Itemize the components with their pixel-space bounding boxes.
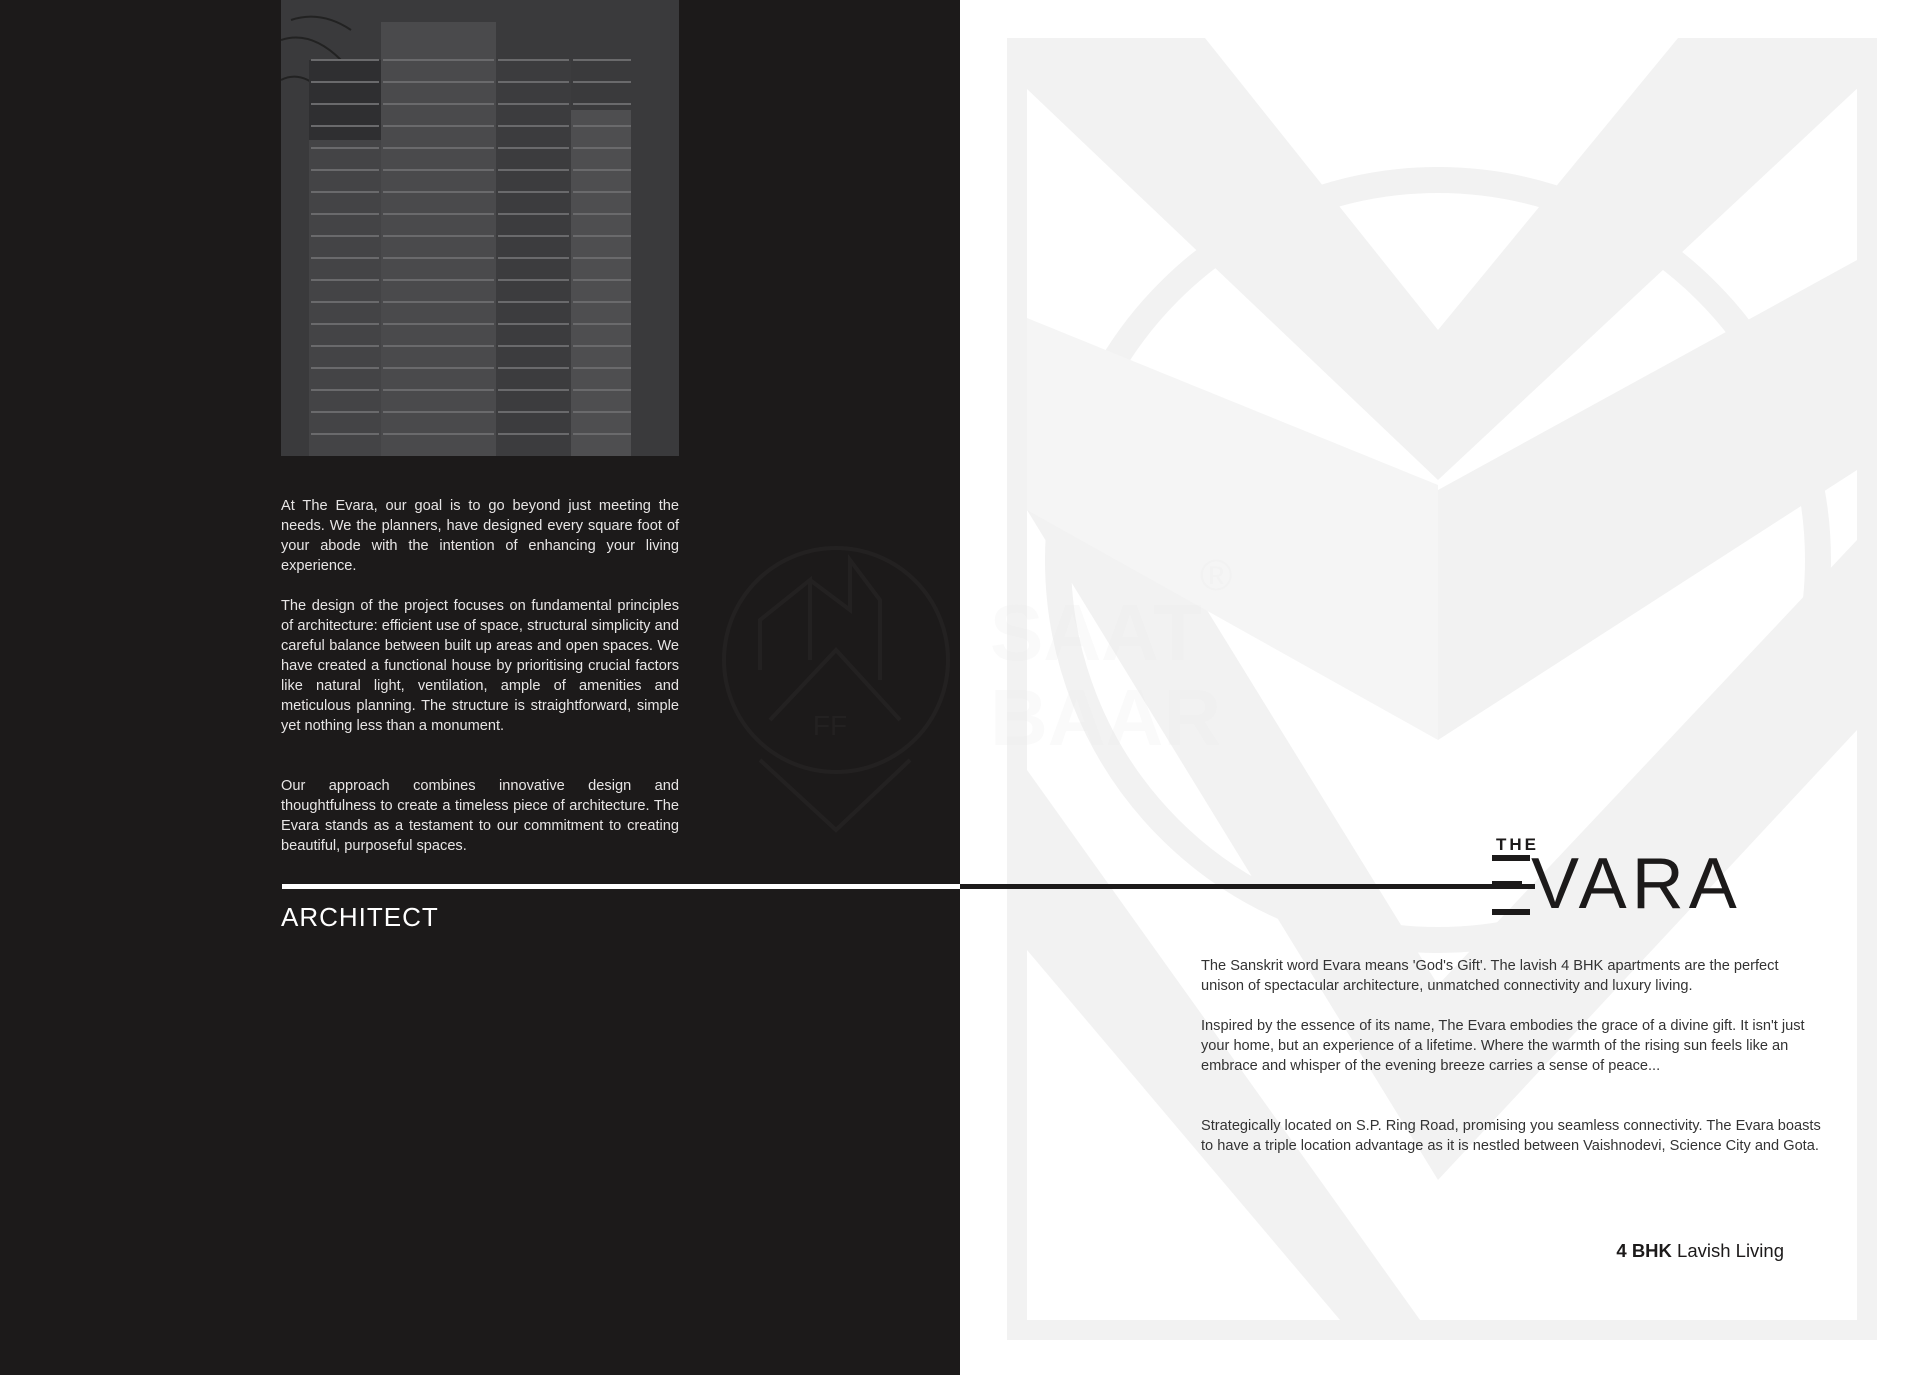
design-paragraph: The design of the project focuses on fundamental principles of architecture: efficient use of space, structural simplicity and careful balance between built up areas and open spaces. We have created a functional house by prioritising crucial factors like natural light, ventilation, ample of amenities and meticulous planning. The structure is straightforward, simple yet nothing less than a monument. (281, 598, 679, 734)
building-illustration (281, 0, 679, 456)
brand-name: VARA (1531, 844, 1742, 924)
approach-paragraph: Our approach combines innovative design and thoughtfulness to create a timeless piece of architecture. The Evara stands as a testament to our commitment to creating beautiful, purposeful spaces. (281, 778, 679, 854)
watermark-line1: SAAT (990, 588, 1202, 677)
tagline-bold: 4 BHK (1616, 1240, 1672, 1261)
watermark-mono: FF (812, 710, 848, 741)
watermark-registered: ® (1200, 551, 1233, 600)
brand-prefix: THE (1496, 835, 1539, 854)
watermark-line2: BAAR (990, 673, 1222, 762)
tagline-rest: Lavish Living (1671, 1240, 1784, 1261)
section-label-architect: ARCHITECT (281, 902, 439, 932)
brand-divider (960, 884, 1535, 889)
architect-divider (282, 884, 960, 889)
tagline (1616, 1240, 1784, 1262)
location-paragraph: Strategically located on S.P. Ring Road, promising you seamless connectivity. The Evara boasts to have a triple location advantage as it is nestled between Vaishnodevi, Science City and Gota. (1201, 1118, 1821, 1154)
saatbaar-watermark (700, 540, 1260, 840)
inspiration-paragraph: Inspired by the essence of its name, The Evara embodies the grace of a divine gift. It isn't just your home, but an experience of a lifetime. Where the warmth of the rising sun feels like an embrace and whisper of the evening breeze carries a sense of peace... (1201, 1018, 1805, 1074)
intro-paragraph: At The Evara, our goal is to go beyond just meeting the needs. We the planners, have designed every square foot of your abode with the intention of enhancing your living experience. (281, 498, 679, 574)
building-photo (281, 0, 679, 456)
meaning-paragraph: The Sanskrit word Evara means 'God's Gift'. The lavish 4 BHK apartments are the perfect unison of spectacular architecture, unmatched connectivity and luxury living. (1201, 958, 1779, 994)
brand-e-icon (1492, 855, 1530, 915)
